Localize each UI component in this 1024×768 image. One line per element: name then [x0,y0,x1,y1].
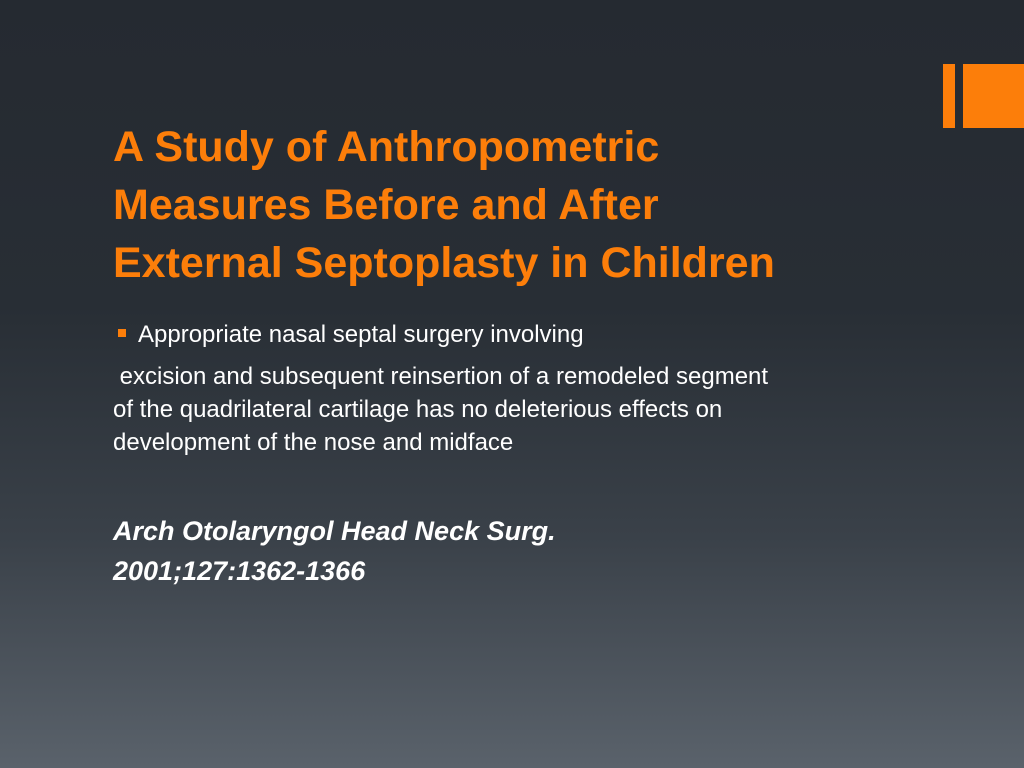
citation-line-1: Arch Otolaryngol Head Neck Surg. [113,516,556,546]
slide-title [113,118,973,292]
body-paragraph [113,360,933,459]
paragraph-line-2: of the quadrilateral cartilage has no deleterious effects on [113,396,723,423]
title-line-2: Measures Before and After [113,181,659,229]
title-line-3: External Septoplasty in Children [113,239,775,287]
bullet-item [118,319,584,351]
square-bullet-icon [118,329,126,337]
paragraph-line-3: development of the nose and midface [113,429,514,456]
bullet-text: Appropriate nasal septal surgery involving [138,321,584,348]
paragraph-line-1: excision and subsequent reinsertion of a remodeled segment [113,363,769,390]
citation-line-2: 2001;127:1362-1366 [113,556,366,586]
title-line-1: A Study of Anthropometric [113,123,660,171]
citation [113,511,556,591]
